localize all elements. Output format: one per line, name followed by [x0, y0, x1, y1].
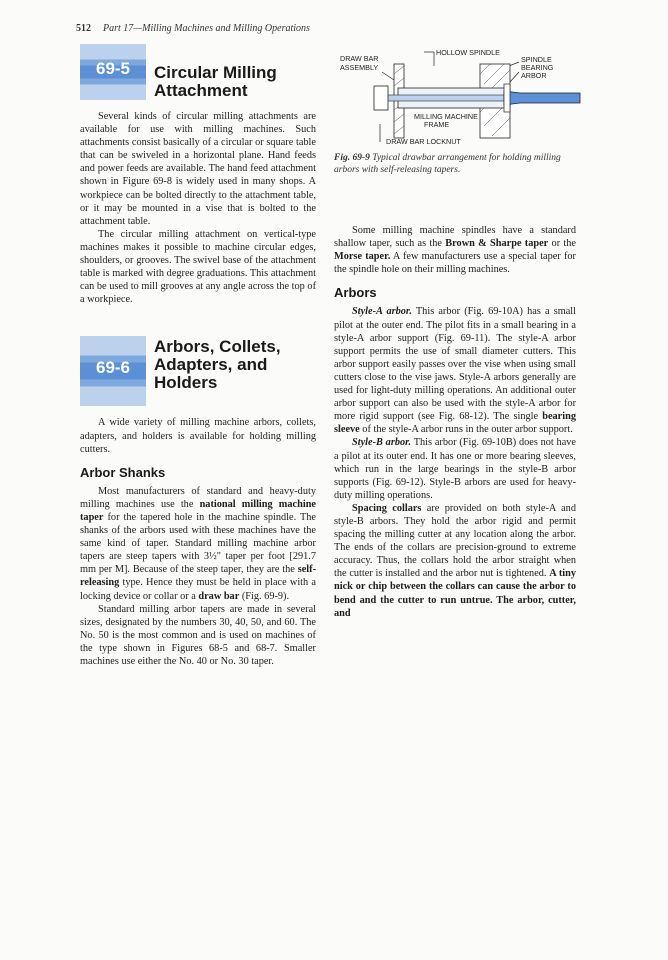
label-hollow-spindle: HOLLOW SPINDLE	[436, 48, 500, 57]
section-title	[154, 338, 281, 392]
term-draw-bar: draw bar	[198, 590, 240, 602]
label-spindle: SPINDLE	[521, 55, 552, 64]
section-title-line: Attachment	[154, 81, 248, 100]
figure-caption-text: Typical drawbar arrangement for holding milling arbors with self-releasing tapers.	[334, 153, 561, 175]
paragraph: Style-A arbor. This arbor (Fig. 69-10A) has a small pilot at the outer end. The pilot fits in a small bearing in a style-A arbor support (Fig. 69-11). The style-A arbor support permits the use of small diameter cutters. This arbor support easily passes over the vise when using small cutters close to the vise jaws. Style-A arbors generally are used for light-duty milling operations. An additional outer arbor support can also be used with the style-A arbor for more rigid support (see Fig. 68-12). The single bearing sleeve of the style-A arbor runs in the outer arbor support.	[334, 306, 576, 436]
figure-number: Fig. 69-9	[334, 153, 370, 163]
section-number: 69-5	[95, 59, 131, 78]
paragraph: Several kinds of circular milling attachments are available for use with milling machines. Such attachments consist basically of a circular or square table that can be swiveled in a horizontal plane. Hand feeds and power feeds are available. The hand feed attachment shown in Figure 69-8 is widely used in many shops. A workpiece can be bolted directly to the attachment table, or it may be mounted in a vise that is bolted to the attachment table.	[80, 111, 316, 227]
lead-style-a: Style-A arbor.	[352, 306, 412, 318]
label-milling-machine: MILLING MACHINE	[414, 112, 478, 121]
section-title-line: Holders	[154, 373, 218, 393]
term-morse: Morse taper.	[334, 251, 391, 263]
figure-caption	[334, 152, 576, 176]
label-arbor: ARBOR	[521, 71, 547, 80]
paragraph: Standard milling arbor tapers are made in several sizes, designated by the numbers 30, 40, 50, and 60. The No. 50 is the most common and is used on machines of the type shown in Figures 68-5 and 68-7. Smaller machines use either the No. 40 or No. 30 taper.	[80, 603, 316, 667]
term-national-taper: national milling machine taper	[80, 498, 316, 523]
section-title-line: Arbors, Collets,	[154, 337, 281, 357]
section-heading-69-6	[80, 336, 316, 406]
warning-text: A tiny nick or chip between the collars can cause the arbor to bend and the cutter to run untrue. The arbor, cutter, and	[334, 568, 577, 619]
paragraph: Style-B arbor. This arbor (Fig. 69-10B) does not have a pilot at its outer end. It has one or more bearing sleeves, which run in the large bearings in the style-B arbor supports (Fig. 69-12). Style-B arbors are used for heavy-duty milling operations.	[334, 437, 576, 501]
label-locknut: DRAW BAR LOCKNUT	[386, 137, 461, 146]
lead-style-b: Style-B arbor.	[352, 437, 412, 449]
label-draw-bar: DRAW BAR	[340, 54, 379, 63]
term-spacing-collars: Spacing collars	[352, 502, 422, 514]
subhead-arbors: Arbors	[334, 285, 377, 301]
term-bearing-sleeve: bearing sleeve	[334, 411, 576, 436]
part-title: Part 17—Milling Machines and Milling Operations	[103, 23, 310, 34]
label-frame: FRAME	[424, 120, 450, 129]
paragraph: Most manufacturers of standard and heavy-duty milling machines use the national milling machine taper for the tapered hole in the machine spindle. The shanks of the arbors used with these machines have the same kind of taper. Standard milling machine arbor tapers are steep tapers with 3½" taper per foot [291.7 mm per M]. Because of the steep taper, they are the self-releasing type. Hence they must be held in place with a locking device or collar or a draw bar (Fig. 69-9).	[80, 485, 316, 602]
paragraph: Spacing collars are provided on both style-A and style-B arbors. They hold the arbor rigid and permit spacing the milling cutter at any location along the arbor. The ends of the collars are precision-ground to extreme accuracy. Thus, the collars hold the arbor straight when the cutter is installed and the arbor nut is tightened. A tiny nick or chip between the collars can cause the arbor to bend and the cutter to run untrue. The arbor, cutter, and	[334, 502, 577, 619]
paragraph: A wide variety of milling machine arbors, collets, adapters, and holders is available for holding milling cutters.	[80, 417, 316, 455]
term-brown-sharpe: Brown & Sharpe taper	[445, 238, 549, 250]
drawbar-diagram	[334, 44, 584, 154]
label-bearing: BEARING	[521, 63, 554, 72]
section-title	[154, 64, 277, 100]
page-number: 512	[76, 23, 91, 34]
figure-69-9	[334, 44, 576, 184]
right-column	[334, 44, 576, 620]
section-title-line: Adapters, and	[154, 355, 268, 375]
section-number: 69-6	[95, 358, 131, 378]
section-heading-69-5	[80, 44, 316, 100]
subhead-arbor-shanks: Arbor Shanks	[80, 464, 166, 480]
term-self-releasing: self-releasing	[80, 564, 316, 589]
paragraph: The circular milling attachment on vertical-type machines makes it possible to machine circular edges, shoulders, or grooves. The swivel base of the attachment table is marked with degree graduations. This attachment can be used to mill grooves at any angle across the top of a workpiece.	[80, 228, 316, 306]
left-column	[80, 44, 316, 668]
section-title-line: Circular Milling	[154, 63, 277, 82]
running-head	[76, 23, 338, 34]
label-draw-bar-assembly: ASSEMBLY	[340, 63, 379, 72]
paragraph: Some milling machine spindles have a standard shallow taper, such as the Brown & Sharpe taper or the Morse taper. A few manufacturers use a special taper for the spindle hole on their milling machines.	[334, 225, 576, 276]
